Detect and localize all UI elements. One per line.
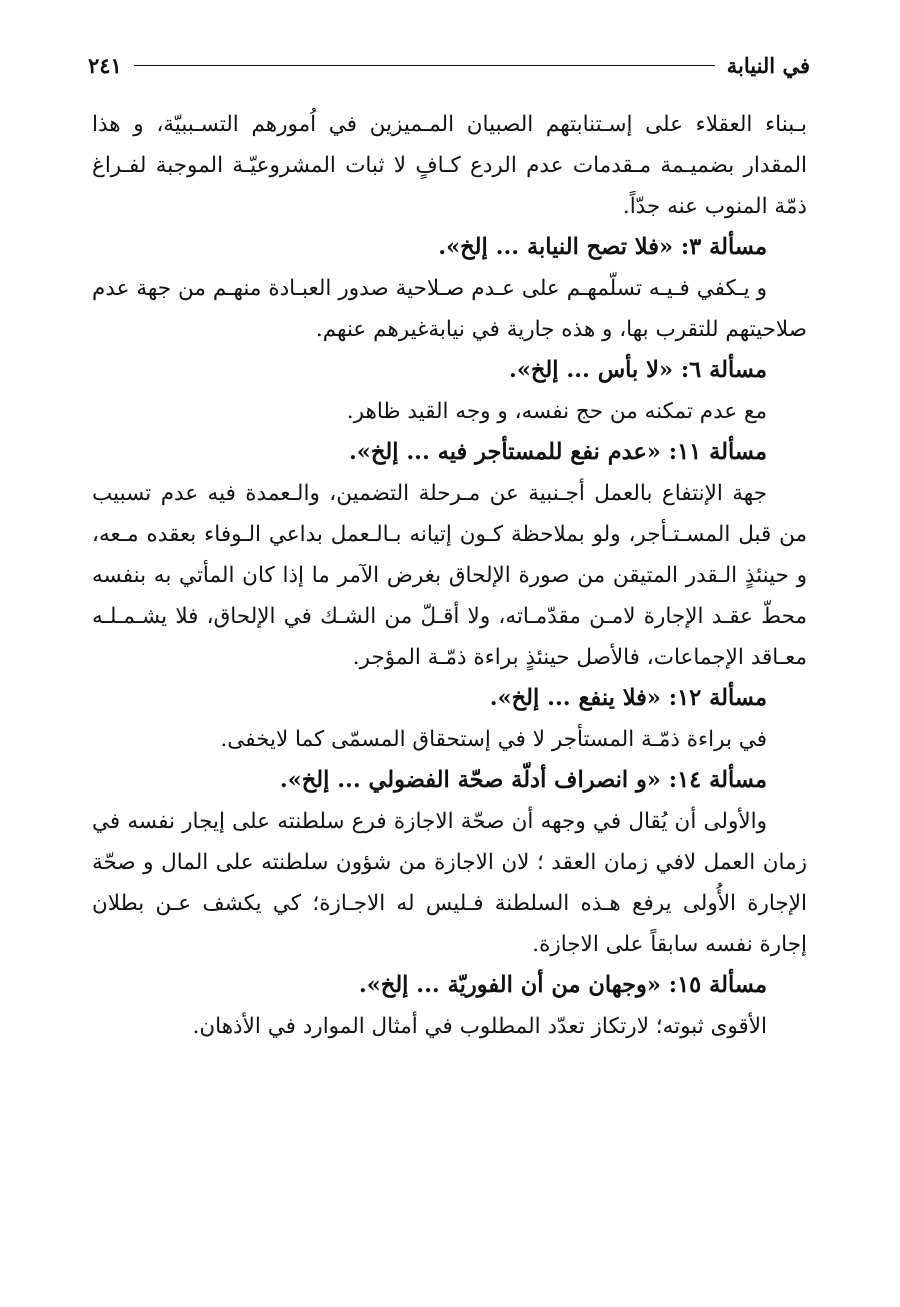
paragraph: و يـكفي فـيـه تسلّمهـم على عـدم صـلاحية صدور العبـادة منهـم من جهة عدم صلاحيتهم للتقرب بها، و هذه جارية في نيابةغيرهم عنهم. xyxy=(92,276,807,342)
issue-heading: مسألة ١١: «عدم نفع للمستأجر فيه ... إلخ». xyxy=(348,439,767,465)
page-number: ٢٤١ xyxy=(88,52,122,78)
paragraph: مع عدم تمكنه من حج نفسه، و وجه القيد ظاهر. xyxy=(346,399,767,424)
paragraph: الأقوى ثبوته؛ لارتكاز تعدّد المطلوب في أمثال الموارد في الأذهان. xyxy=(192,1014,767,1039)
paragraph: في براءة ذمّـة المستأجر لا في إستحقاق المسمّى كما لايخفى. xyxy=(220,727,767,752)
issue-heading: مسألة ٣: «فلا تصح النيابة ... إلخ». xyxy=(438,234,767,260)
paragraph: والأولى أن يُقال في وجهه أن صحّة الاجازة فرع سلطنته على إيجار نفسه في زمان العمل لافي زمان العقد ؛ لان الاجازة من شؤون سلطنته على المال و صحّة الإجارة الأُولى يرفع هـذه السلطنة فـليس له الاجـازة؛ كي يكشف عـن بطلان إجارة نفسه سابقاً على الاجازة. xyxy=(92,809,807,957)
issue-heading: مسألة ٦: «لا بأس ... إلخ». xyxy=(509,357,767,383)
issue-heading: مسألة ١٤: «و انصراف أدلّة صحّة الفضولي ... إلخ». xyxy=(279,767,767,793)
issue-heading: مسألة ١٥: «وجهان من أن الفوريّة ... إلخ». xyxy=(358,972,767,998)
paragraph: بـبناء العقلاء على إسـتنابتهم الصبيان المـميزين في اُمورهم التسـببيّة، و هذا المقدار بضميـمة مـقدمات عدم الردع كـافٍ لا ثبات المشروعيّـة الموجبة لفـراغ ذمّة المنوب عنه جدّاً. xyxy=(92,112,807,219)
page-header xyxy=(88,48,810,82)
issue-heading: مسألة ١٢: «فلا ينفع ... إلخ». xyxy=(489,685,767,711)
running-title: في النيابة xyxy=(726,52,810,78)
header-rule xyxy=(134,65,715,66)
page-body xyxy=(92,104,807,1047)
paragraph: جهة الإنتفاع بالعمل أجـنبية عن مـرحلة التضمين، والـعمدة فيه عدم تسبيب من قبل المسـتـأجر، ولو بملاحظة كـون إتيانه بـالـعمل بداعي الـوفاء بعقده مـعه، و حينئذٍ الـقدر المتيقن من صورة الإلحاق بغرض الآمر ما إذا كان المأتي به بنفسه محطّ عقـد الإجارة لامـن مقدّمـاته، ولا أقـلّ من الشـك في الإلحاق، فلا يشـمـلـه معـاقد الإجماعات، فالأصل حينئذٍ براءة ذمّـة المؤجر. xyxy=(92,481,807,670)
